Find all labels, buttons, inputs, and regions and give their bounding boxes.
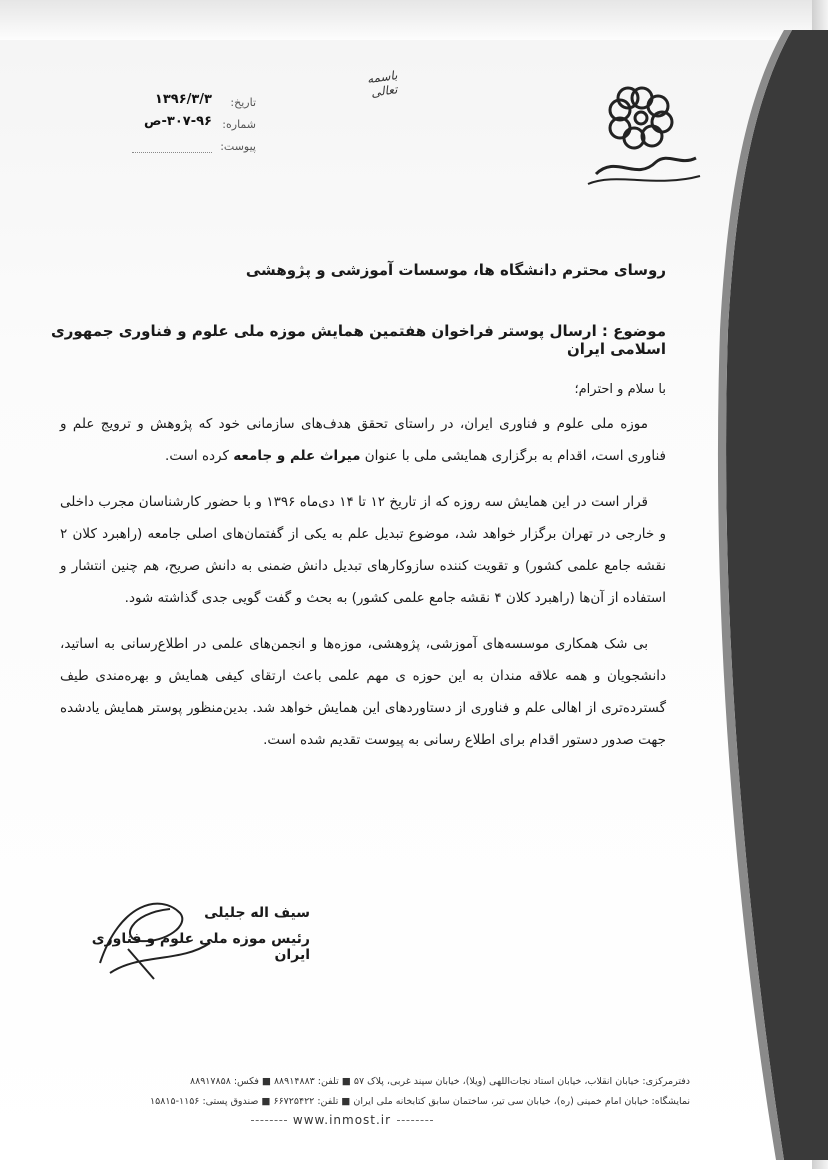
date-row [96,92,256,114]
subject-line: موضوع : ارسال پوستر فراخوان هفتمین همایش موزه ملی علوم و فناوری جمهوری اسلامی ایران [51,322,666,358]
date-label: تاریخ: [230,96,256,109]
letter-meta [96,92,256,158]
signature-block [70,897,310,987]
conference-title: میراث علم و جامعه [233,448,361,464]
paragraph-1 [60,408,666,472]
footer-address-exhibition: نمایشگاه: خیابان امام خمینی (ره)، خیابان سی تیر، ساختمان سابق کتابخانه ملی ایران ■ تلفن: ۶۶۷۲۵۴۲۲ ■ صندوق پستی: ۱۱۵۶-۱۵۸۱۵ [150,1096,690,1107]
letter-body [60,408,666,770]
letterhead-footer [90,1072,690,1112]
attachment-dotted-line [132,152,212,153]
bismillah-calligraphy: باسمه تعالی [366,68,399,100]
recipient-line: روسای محترم دانشگاه ها، موسسات آموزشی و پژوهشی [245,261,666,279]
number-value: ۳۰۷-۹۶-ص [144,114,212,129]
paragraph-2: قرار است در این همایش سه روزه که از تاریخ ۱۲ تا ۱۴ دی‌ماه ۱۳۹۶ و با حضور کارشناسان مجرب داخلی و خارجی در تهران برگزار خواهد شد، موضوع تبدیل علم به یکی از گفتمان‌های اصلی جامعه (راهبرد کلان ۲ نقشه جامع علمی کشور) و تقویت کننده سازوکارهای تبدیل دانش ضمنی به دانش صریح، هم چنین انتشار و استفاده از آن‌ها (راهبرد کلان ۴ نقشه جامع علمی کشور) به بحث و گفت گویی جدی گذاشته شود. [60,494,666,606]
museum-logo [576,62,706,192]
footer-website: www.inmost.ir [212,1113,472,1127]
signatory-title: رئیس موزه ملی علوم و فناوری ایران [91,931,310,963]
paragraph-1-start: موزه ملی علوم و فناوری ایران، در راستای تحقق هدف‌های سازمانی خود که پژوهش و ترویج علم و فناوری است، اقدام به برگزاری همایشی ملی با عنوان [60,416,666,464]
number-label: شماره: [222,118,256,131]
letterhead-swoosh [688,30,828,1160]
greeting: با سلام و احترام؛ [574,382,666,397]
number-row [96,114,256,136]
paragraph-3: بی شک همکاری موسسه‌های آموزشی، پژوهشی، موزه‌ها و انجمن‌های علمی در اطلاع‌رسانی به اساتید، دانشجویان و همه علاقه مندان به این حوزه ی مهم علمی باعث ارتقای کیفی همایش و بهره‌مندی طیف گسترده‌تری از اهالی علم و فناوری از دستاوردهای این همایش خواهد شد. بدین‌منظور پوستر همایش یادشده جهت صدور دستور اقدام برای اطلاع رسانی به پیوست تقدیم شده است. [60,636,666,748]
attachment-row [96,136,256,158]
paragraph-1-end: کرده است. [165,448,234,464]
signatory-name: سیف اله جلیلی [204,905,310,921]
date-value: ۱۳۹۶/۳/۳ [154,92,212,107]
footer-address-hq: دفترمرکزی: خیابان انقلاب، خیابان استاد نجات‌اللهی (ویلا)، خیابان سپند غربی، پلاک ۵۷ ■ تلفن: ۸۸۹۱۴۸۸۳ ■ فکس: ۸۸۹۱۷۸۵۸ [189,1076,690,1087]
attachment-label: پیوست: [220,140,256,153]
